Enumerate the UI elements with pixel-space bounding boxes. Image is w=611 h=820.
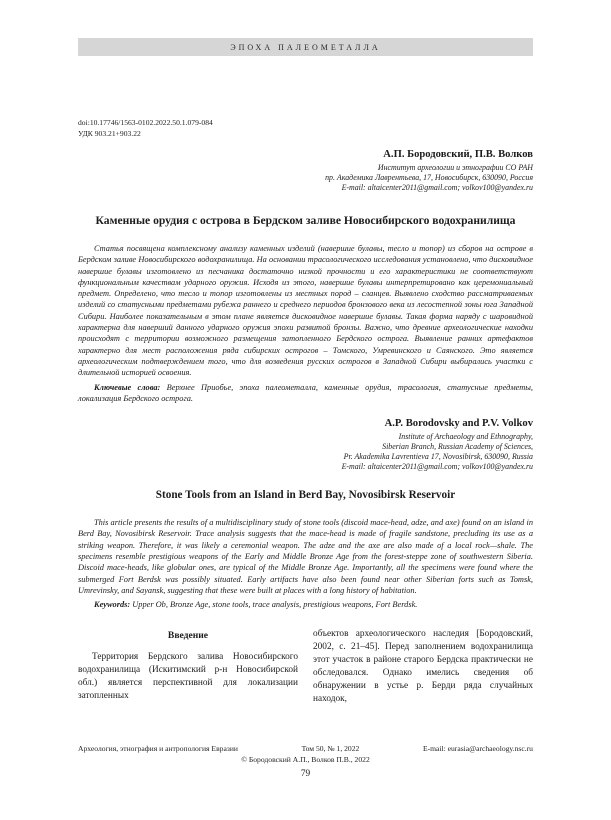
footer-journal-row [78,744,533,754]
keywords-ru-text: Верхнее Приобье, эпоха палеометалла, каменные орудия, трасология, статусные предметы, локализация Бердского острога. [78,382,533,403]
footer-journal-name: Археология, этнография и антропология Евразии [78,744,238,753]
affiliation-ru [78,163,533,193]
keywords-en-text: Upper Ob, Bronze Age, stone tools, trace analysis, prestigious weapons, Fort Berdsk. [130,600,418,610]
affiliation-en [78,432,533,472]
footer-copyright: © Бородовский А.П., Волков П.В., 2022 [241,755,370,764]
footer-issue: Том 50, № 1, 2022 [301,744,360,753]
keywords-en [78,599,533,610]
affiliation-en-email: E-mail: altaicenter2011@gmail.com; volkov100@yandex.ru [341,462,533,472]
article-meta [78,118,533,139]
running-head: ЭПОХА ПАЛЕОМЕТАЛЛА [78,38,533,56]
doi-text: doi:10.17746/1563-0102.2022.50.1.079-084 [78,118,213,127]
article-title-en: Stone Tools from an Island in Berd Bay, Novosibirsk Reservoir [155,489,456,502]
affiliation-ru-line: Институт археологии и этнографии СО РАН [377,163,533,172]
keywords-en-label: Keywords: [94,600,131,610]
affiliation-ru-email: E-mail: altaicenter2011@gmail.com; volkov100@yandex.ru [341,183,533,192]
page-footer [78,744,533,765]
affiliation-en-line: Institute of Archaeology and Ethnography, [398,432,533,442]
affiliation-ru-line: пр. Академика Лаврентьева, 17, Новосибирск, 630090, Россия [325,173,533,182]
article-title-ru: Каменные орудия с острова в Бердском заливе Новосибирского водохранилища [95,214,516,227]
left-column-paragraph: Территория Бердского залива Новосибирского водохранилища (Искитимский р-н Новосибирской обл.) является перспективной для локализации затопленных [78,651,298,701]
udk-text: УДК 903.21+903.22 [78,128,141,138]
page-number: 79 [300,769,311,779]
left-column [78,628,298,706]
keywords-ru [78,382,533,405]
footer-email: E-mail: eurasia@archaeology.nsc.ru [422,744,533,753]
authors-ru: А.П. Бородовский, П.В. Волков [383,149,533,160]
right-column-paragraph: объектов археологического наследия [Бородовский, 2002, с. 21–45]. Перед заполнением водохранилища этот участок в районе старого Бердска практически не обследовался. Однако имелись сведения об обнаружении в устье р. Берди ряда случайных находок, [313,628,533,704]
abstract-ru: Статья посвящена комплексному анализу каменных изделий (навершие булавы, тесло и топор) из сборов на острове в Бердском заливе Новосибирского водохранилища. На основании трасологического исследования установлено, что дисковидное навершие булавы изготовлено из песчаника достаточно низкой прочности и его характеристики не соответствуют функциональным качествам ударного оружия. Исходя из этого, навершие булавы интерпретировано как церемониальный предмет. Определено, что тесло и топор изготовлены из местных пород – сланцев. Выявлено сходство рассматриваемых изделий со статусными предметами рубежа раннего и среднего периодов бронзового века из лесостепной зоны юга Западной Сибири. Наиболее показательным в этом плане является дисковидное навершие булавы. Такая форма наряду с шаровидной характерна для наверший данного ударного оружия эпохи развитой бронзы. Важно, что древние археологические находки происходят с территории возможного размещения затопленного Бердского острога. Выявление ранних артефактов характерно для мест расположения ряда сибирских острогов – Томского, Умревинского и Саянского. Это является археологическим подтверждением того, что для возведения русских острогов в Западной Сибири выбирались участки с длительной историей освоения. [78,244,533,378]
right-column [313,628,533,706]
affiliation-en-line: Siberian Branch, Russian Academy of Sciences, [382,442,533,452]
body-columns [78,628,533,706]
authors-en: A.P. Borodovsky and P.V. Volkov [384,418,533,430]
section-heading-introduction: Введение [167,629,209,641]
abstract-en: This article presents the results of a multidisciplinary study of stone tools (discoid mace-head, adze, and axe) found on an island in Berd Bay, Novosibirsk Reservoir. Trace analysis suggests that the mace-head is made of fragile sandstone, precluding its use as a striking weapon. Therefore, it was likely a ceremonial weapon. The adze and the axe are also made of a local rock—shale. The specimens resemble prestigious weapons of the Early and Middle Bronze Age from the forest-steppe zone of southwestern Siberia. Discoid mace-heads, like globular ones, are typical of the Middle Bronze Age. Importantly, all the specimens were found where the submerged Fort Berdsk was possibly situated. Early artifacts have also been found near other Siberian forts such as Tomsk, Umrevinsky, and Sayansk, suggesting that these were built at places with a long history of habitation. [78,518,533,595]
affiliation-en-line: Pr. Akademika Lavrentieva 17, Novosibirsk, 630090, Russia [343,452,533,462]
keywords-ru-label: Ключевые слова: [94,382,161,392]
